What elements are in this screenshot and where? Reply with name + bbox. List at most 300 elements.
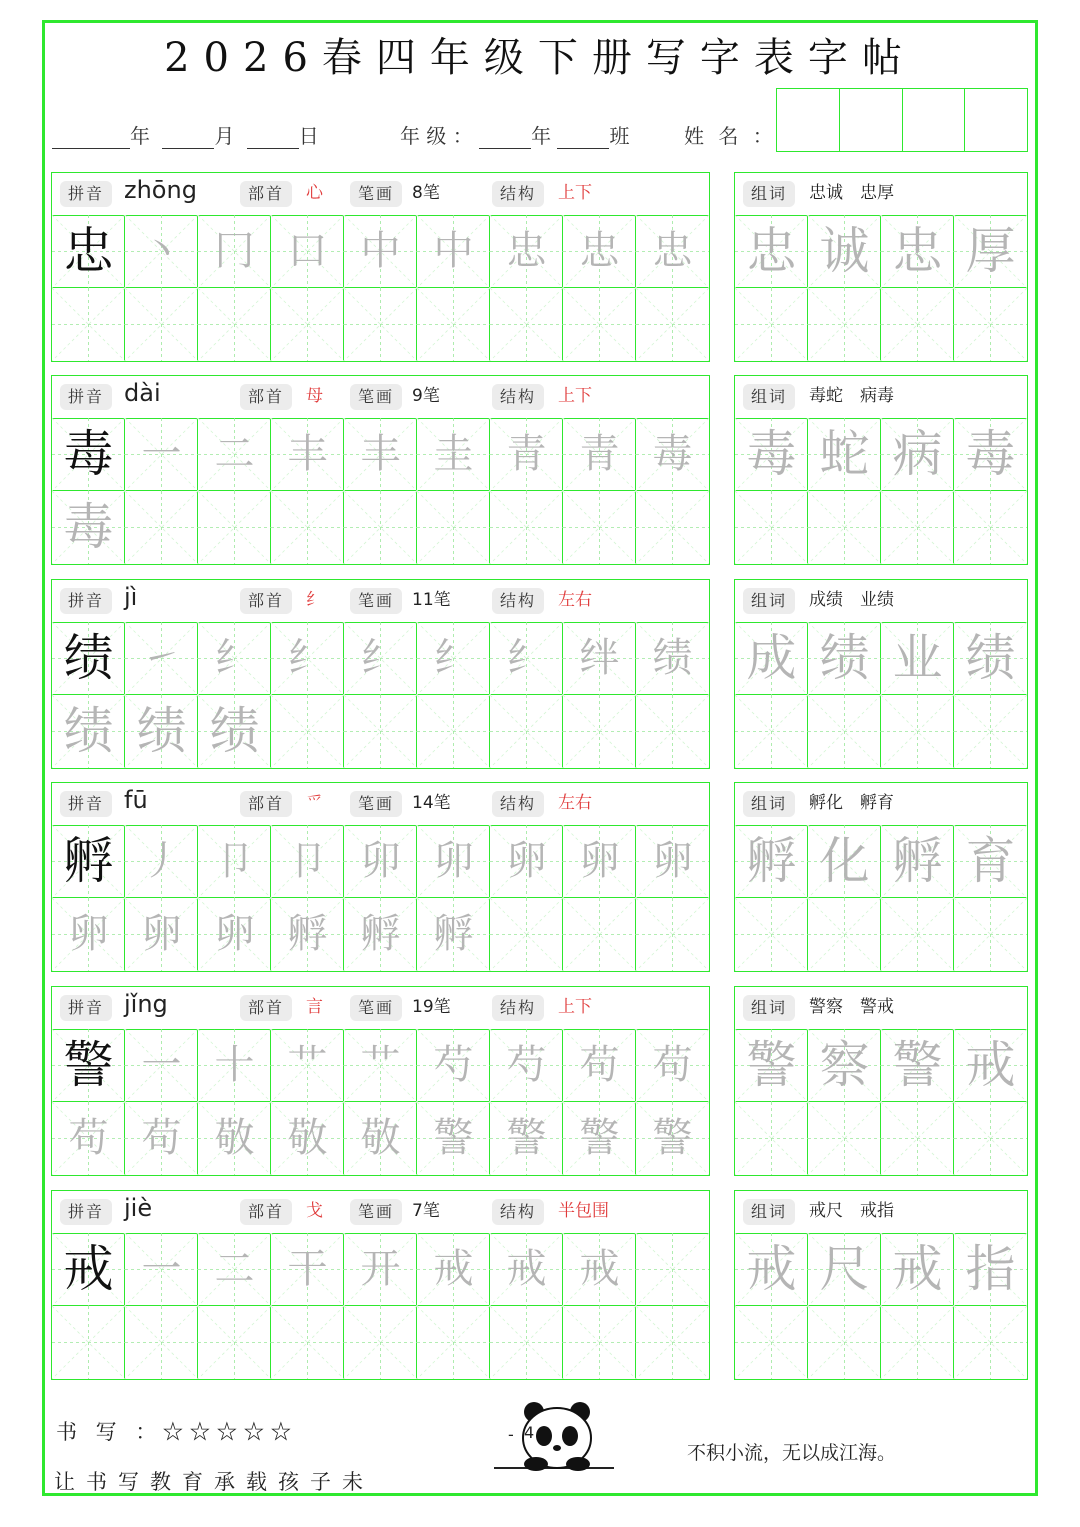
grid-cell[interactable] bbox=[52, 695, 125, 768]
grid-cell[interactable] bbox=[636, 288, 709, 361]
stroke-step: 丿 bbox=[141, 838, 182, 884]
tianzige-guide bbox=[636, 898, 709, 971]
grid-cell[interactable] bbox=[563, 1306, 636, 1379]
stroke-step: 绊 bbox=[579, 635, 620, 681]
pinyin-tag: 拼音 bbox=[60, 791, 112, 817]
tianzige-guide bbox=[125, 491, 198, 564]
stroke-step: 警 bbox=[652, 1115, 693, 1161]
quote: 不积小流，无以成江海。 bbox=[687, 1442, 897, 1464]
grid-cell[interactable] bbox=[735, 622, 808, 695]
grid-cell[interactable] bbox=[808, 418, 881, 491]
word-char: 警 bbox=[746, 1036, 797, 1094]
tianzige-guide bbox=[881, 1102, 954, 1175]
grid-cell[interactable] bbox=[808, 215, 881, 288]
grid-cell[interactable] bbox=[563, 898, 636, 971]
grid-cell[interactable] bbox=[490, 622, 563, 695]
grid-cell[interactable] bbox=[881, 418, 954, 491]
grid-cell[interactable] bbox=[735, 1102, 808, 1175]
grid-cell[interactable] bbox=[563, 418, 636, 491]
tianzige-guide bbox=[563, 288, 636, 361]
radical-value: 爫 bbox=[306, 793, 323, 813]
grid-cell[interactable] bbox=[271, 1102, 344, 1175]
stroke-step: 卩 bbox=[287, 838, 328, 884]
word-char: 诚 bbox=[819, 222, 870, 280]
grade-blank[interactable] bbox=[479, 126, 531, 149]
grid-cell[interactable] bbox=[735, 1233, 808, 1306]
grid-cell[interactable] bbox=[198, 1102, 271, 1175]
grade-suffix: 年 bbox=[531, 124, 552, 148]
name-label: 姓 名 ： bbox=[684, 124, 777, 148]
stroke-step: 警 bbox=[433, 1115, 474, 1161]
grid-cell[interactable] bbox=[563, 1233, 636, 1306]
grid-cell[interactable] bbox=[636, 1029, 709, 1102]
word-char: 警 bbox=[892, 1036, 943, 1094]
grid-cell[interactable] bbox=[198, 695, 271, 768]
grid-cell[interactable] bbox=[271, 622, 344, 695]
structure-tag: 结构 bbox=[492, 791, 544, 817]
stroke-step: 开 bbox=[360, 1246, 401, 1292]
radical-tag: 部首 bbox=[240, 588, 292, 614]
tianzige-guide bbox=[636, 1306, 709, 1379]
words-header bbox=[735, 173, 1027, 216]
grid-cell[interactable] bbox=[344, 825, 417, 898]
stroke-step: 苟 bbox=[68, 1115, 109, 1161]
grid-cell[interactable] bbox=[344, 418, 417, 491]
grid-cell[interactable] bbox=[417, 825, 490, 898]
word-char: 孵 bbox=[892, 832, 943, 890]
strokes-tag: 笔画 bbox=[350, 1199, 402, 1225]
grid-cell[interactable] bbox=[417, 898, 490, 971]
stroke-step: 苟 bbox=[579, 1042, 620, 1088]
word-char: 绩 bbox=[819, 629, 870, 687]
word-char: 病 bbox=[892, 425, 943, 483]
grid-cell[interactable] bbox=[881, 825, 954, 898]
stroke-step: 十 bbox=[214, 1042, 255, 1088]
word-char: 绩 bbox=[965, 629, 1016, 687]
grid-cell[interactable] bbox=[636, 898, 709, 971]
radical-tag: 部首 bbox=[240, 995, 292, 1021]
tianzige-guide bbox=[808, 491, 881, 564]
word-char: 厚 bbox=[965, 222, 1016, 280]
structure-tag: 结构 bbox=[492, 384, 544, 410]
grid-cell[interactable] bbox=[198, 622, 271, 695]
grid-cell[interactable] bbox=[344, 695, 417, 768]
tianzige-guide bbox=[417, 1306, 490, 1379]
stroke-step: 艹 bbox=[360, 1042, 401, 1088]
grid-cell[interactable] bbox=[808, 288, 881, 361]
tianzige-guide bbox=[344, 1306, 417, 1379]
tianzige-guide bbox=[417, 491, 490, 564]
grid-cell[interactable] bbox=[125, 695, 198, 768]
name-box[interactable] bbox=[840, 89, 903, 151]
grid-cell[interactable] bbox=[881, 1029, 954, 1102]
grid-cell[interactable] bbox=[271, 695, 344, 768]
grid-cell[interactable] bbox=[954, 288, 1027, 361]
grid-cell[interactable] bbox=[490, 215, 563, 288]
grid-cell[interactable] bbox=[881, 898, 954, 971]
grid-cell[interactable] bbox=[417, 1029, 490, 1102]
radical-tag: 部首 bbox=[240, 1199, 292, 1225]
grid-cell[interactable] bbox=[490, 825, 563, 898]
grid-cell[interactable] bbox=[808, 1102, 881, 1175]
grid-cell[interactable] bbox=[636, 622, 709, 695]
stroke-step: 纟 bbox=[214, 635, 255, 681]
pinyin-tag: 拼音 bbox=[60, 181, 112, 207]
grid-cell[interactable] bbox=[52, 1029, 125, 1102]
tianzige-guide bbox=[198, 1306, 271, 1379]
grid-cell[interactable] bbox=[881, 215, 954, 288]
grid-cell[interactable] bbox=[52, 491, 125, 564]
grid-cell[interactable] bbox=[954, 1306, 1027, 1379]
grid-cell[interactable] bbox=[881, 288, 954, 361]
word-char: 蛇 bbox=[819, 425, 870, 483]
grid-cell[interactable] bbox=[125, 1102, 198, 1175]
tianzige-guide bbox=[636, 695, 709, 768]
grid-cell[interactable] bbox=[125, 898, 198, 971]
grid-cell[interactable] bbox=[563, 1029, 636, 1102]
grid-cell[interactable] bbox=[881, 695, 954, 768]
words-panel bbox=[734, 172, 1028, 362]
grid-cell[interactable] bbox=[490, 695, 563, 768]
grid-cell[interactable] bbox=[636, 215, 709, 288]
words-header bbox=[735, 987, 1027, 1030]
stroke-step: 艹 bbox=[287, 1042, 328, 1088]
stroke-step: 敬 bbox=[214, 1115, 255, 1161]
stroke-step: 忠 bbox=[579, 228, 620, 274]
tianzige-guide bbox=[198, 491, 271, 564]
tianzige-guide bbox=[417, 288, 490, 361]
panda-icon bbox=[494, 1398, 614, 1474]
word-char: 察 bbox=[819, 1036, 870, 1094]
grid-cell[interactable] bbox=[417, 1233, 490, 1306]
grid-cell[interactable] bbox=[954, 898, 1027, 971]
grade-line bbox=[400, 120, 629, 149]
tianzige-guide bbox=[735, 1102, 808, 1175]
grid-cell[interactable] bbox=[636, 825, 709, 898]
grid-cell[interactable] bbox=[125, 491, 198, 564]
tianzige-guide bbox=[808, 288, 881, 361]
stroke-step: 敬 bbox=[287, 1115, 328, 1161]
tianzige-guide bbox=[490, 695, 563, 768]
stroke-step: 卵 bbox=[652, 838, 693, 884]
grid-cell[interactable] bbox=[344, 898, 417, 971]
stroke-step: 警 bbox=[579, 1115, 620, 1161]
grid-cell[interactable] bbox=[881, 1102, 954, 1175]
grid-cell[interactable] bbox=[881, 491, 954, 564]
month-blank[interactable] bbox=[162, 126, 214, 149]
tianzige-guide bbox=[881, 695, 954, 768]
words-value: 忠诚 忠厚 bbox=[809, 183, 894, 203]
stroke-step: 口 bbox=[287, 228, 328, 274]
grid-cell[interactable] bbox=[271, 418, 344, 491]
char-panel bbox=[51, 986, 710, 1176]
grid-cell[interactable] bbox=[271, 215, 344, 288]
name-box[interactable] bbox=[965, 89, 1027, 151]
grid-cell[interactable] bbox=[198, 1029, 271, 1102]
grid-cell[interactable] bbox=[808, 1233, 881, 1306]
grid-cell[interactable] bbox=[271, 1029, 344, 1102]
word-char: 戒 bbox=[965, 1036, 1016, 1094]
tianzige-guide bbox=[636, 288, 709, 361]
pinyin-value: dài bbox=[124, 379, 161, 407]
grid-cell[interactable] bbox=[808, 898, 881, 971]
grid-cell[interactable] bbox=[881, 1233, 954, 1306]
grid-cell[interactable] bbox=[490, 418, 563, 491]
year-blank[interactable] bbox=[52, 126, 130, 149]
grid-cell[interactable] bbox=[954, 695, 1027, 768]
grid-cell[interactable] bbox=[344, 1233, 417, 1306]
strokes-value: 11笔 bbox=[412, 590, 451, 610]
words-tag: 组词 bbox=[743, 791, 795, 817]
grid-cell[interactable] bbox=[125, 215, 198, 288]
grid-cell[interactable] bbox=[954, 825, 1027, 898]
grid-cell[interactable] bbox=[954, 1029, 1027, 1102]
stroke-step: 中 bbox=[360, 228, 401, 274]
grid-cell[interactable] bbox=[125, 622, 198, 695]
radical-tag: 部首 bbox=[240, 384, 292, 410]
grid-cell[interactable] bbox=[735, 825, 808, 898]
month-label: 月 bbox=[214, 124, 235, 148]
word-char: 指 bbox=[965, 1240, 1016, 1298]
grid-cell[interactable] bbox=[52, 622, 125, 695]
words-header bbox=[735, 580, 1027, 623]
name-box[interactable] bbox=[903, 89, 966, 151]
grid-cell[interactable] bbox=[344, 1102, 417, 1175]
grid-cell[interactable] bbox=[490, 1233, 563, 1306]
grid-cell[interactable] bbox=[271, 1233, 344, 1306]
grid-cell[interactable] bbox=[636, 695, 709, 768]
stroke-step: 戒 bbox=[506, 1246, 547, 1292]
words-tag: 组词 bbox=[743, 384, 795, 410]
grid-cell[interactable] bbox=[125, 1306, 198, 1379]
grid-cell[interactable] bbox=[417, 622, 490, 695]
grid-cell[interactable] bbox=[198, 288, 271, 361]
class-blank[interactable] bbox=[557, 126, 609, 149]
grid-cell[interactable] bbox=[563, 491, 636, 564]
grid-cell[interactable] bbox=[808, 695, 881, 768]
tianzige-guide bbox=[563, 1306, 636, 1379]
grid-cell[interactable] bbox=[344, 1306, 417, 1379]
words-tag: 组词 bbox=[743, 588, 795, 614]
words-value: 孵化 孵育 bbox=[809, 793, 894, 813]
grid-cell[interactable] bbox=[52, 418, 125, 491]
grid-cell[interactable] bbox=[417, 1306, 490, 1379]
stroke-step: 二 bbox=[214, 1246, 255, 1292]
tianzige-guide bbox=[808, 695, 881, 768]
pinyin-value: jǐng bbox=[124, 990, 168, 1018]
grid-cell[interactable] bbox=[808, 491, 881, 564]
grid-cell[interactable] bbox=[735, 1029, 808, 1102]
grid-cell[interactable] bbox=[271, 491, 344, 564]
grid-cell[interactable] bbox=[490, 1029, 563, 1102]
grid-cell[interactable] bbox=[490, 288, 563, 361]
grid-cell[interactable] bbox=[344, 491, 417, 564]
grid-cell[interactable] bbox=[735, 491, 808, 564]
grid-cell[interactable] bbox=[52, 1102, 125, 1175]
grid-cell[interactable] bbox=[52, 898, 125, 971]
grid-cell[interactable] bbox=[490, 1306, 563, 1379]
grid-cell[interactable] bbox=[954, 1233, 1027, 1306]
grid-cell[interactable] bbox=[563, 215, 636, 288]
grid-cell[interactable] bbox=[271, 1306, 344, 1379]
grid-cell[interactable] bbox=[417, 215, 490, 288]
stroke-step: 忠 bbox=[652, 228, 693, 274]
grid-cell[interactable] bbox=[125, 825, 198, 898]
grid-cell[interactable] bbox=[344, 215, 417, 288]
strokes-tag: 笔画 bbox=[350, 588, 402, 614]
tianzige-guide bbox=[954, 898, 1027, 971]
trace-char: 毒 bbox=[63, 498, 114, 556]
grid-cell[interactable] bbox=[490, 491, 563, 564]
tianzige-guide bbox=[881, 491, 954, 564]
words-panel bbox=[734, 579, 1028, 769]
grid-cell[interactable] bbox=[735, 898, 808, 971]
grid-cell[interactable] bbox=[954, 622, 1027, 695]
grade-label: 年 级 ： bbox=[400, 124, 473, 148]
grid-cell[interactable] bbox=[125, 1233, 198, 1306]
grid-cell[interactable] bbox=[198, 1233, 271, 1306]
stroke-step: 卯 bbox=[360, 838, 401, 884]
day-blank[interactable] bbox=[247, 126, 299, 149]
grid-cell[interactable] bbox=[198, 491, 271, 564]
radical-value: 言 bbox=[306, 997, 323, 1017]
tianzige-guide bbox=[344, 288, 417, 361]
grid-cell[interactable] bbox=[636, 1306, 709, 1379]
grid-cell[interactable] bbox=[198, 215, 271, 288]
grid-cell[interactable] bbox=[417, 418, 490, 491]
grid-cell[interactable] bbox=[808, 622, 881, 695]
grid-cell[interactable] bbox=[417, 1102, 490, 1175]
stroke-step: 二 bbox=[214, 431, 255, 477]
grid-cell[interactable] bbox=[52, 825, 125, 898]
structure-tag: 结构 bbox=[492, 588, 544, 614]
grid-cell[interactable] bbox=[636, 418, 709, 491]
stroke-step: ㇀ bbox=[141, 635, 182, 681]
grid-cell[interactable] bbox=[563, 825, 636, 898]
tianzige-guide bbox=[490, 1306, 563, 1379]
structure-value: 上下 bbox=[558, 183, 592, 203]
tianzige-guide bbox=[954, 491, 1027, 564]
grid-cell[interactable] bbox=[125, 288, 198, 361]
grid-cell[interactable] bbox=[563, 695, 636, 768]
words-tag: 组词 bbox=[743, 995, 795, 1021]
pinyin-tag: 拼音 bbox=[60, 995, 112, 1021]
strokes-value: 8笔 bbox=[412, 183, 440, 203]
grid-cell[interactable] bbox=[735, 288, 808, 361]
grid-cell[interactable] bbox=[808, 825, 881, 898]
grid-cell[interactable] bbox=[735, 695, 808, 768]
grid-cell[interactable] bbox=[636, 491, 709, 564]
grid-cell[interactable] bbox=[344, 1029, 417, 1102]
grid-cell[interactable] bbox=[198, 1306, 271, 1379]
grid-cell[interactable] bbox=[417, 491, 490, 564]
grid-cell[interactable] bbox=[954, 215, 1027, 288]
grid-cell[interactable] bbox=[271, 825, 344, 898]
tianzige-guide bbox=[344, 695, 417, 768]
grid-cell[interactable] bbox=[271, 898, 344, 971]
grid-cell[interactable] bbox=[52, 1306, 125, 1379]
grid-cell[interactable] bbox=[636, 1233, 709, 1306]
grid-cell[interactable] bbox=[198, 825, 271, 898]
strokes-tag: 笔画 bbox=[350, 181, 402, 207]
words-tag: 组词 bbox=[743, 1199, 795, 1225]
model-char: 绩 bbox=[63, 629, 114, 687]
stroke-step: 中 bbox=[433, 228, 474, 274]
grid-cell[interactable] bbox=[735, 215, 808, 288]
stroke-step: 卵 bbox=[214, 911, 255, 957]
grid-cell[interactable] bbox=[344, 622, 417, 695]
grid-cell[interactable] bbox=[808, 1029, 881, 1102]
grid-cell[interactable] bbox=[52, 215, 125, 288]
word-char: 戒 bbox=[892, 1240, 943, 1298]
grid-cell[interactable] bbox=[563, 622, 636, 695]
grid-cell[interactable] bbox=[490, 898, 563, 971]
stroke-step: 青 bbox=[506, 431, 547, 477]
grid-cell[interactable] bbox=[52, 288, 125, 361]
svg-text:-: - bbox=[508, 1425, 514, 1444]
grid-cell[interactable] bbox=[735, 1306, 808, 1379]
grid-cell[interactable] bbox=[198, 418, 271, 491]
tianzige-guide bbox=[881, 288, 954, 361]
grid-cell[interactable] bbox=[344, 288, 417, 361]
rating-stars[interactable]: ☆☆☆☆☆ bbox=[162, 1420, 298, 1444]
grid-cell[interactable] bbox=[52, 1233, 125, 1306]
tianzige-guide bbox=[881, 898, 954, 971]
grid-cell[interactable] bbox=[954, 1102, 1027, 1175]
grid-cell[interactable] bbox=[881, 622, 954, 695]
grid-cell[interactable] bbox=[954, 418, 1027, 491]
grid-cell[interactable] bbox=[808, 1306, 881, 1379]
grid-cell[interactable] bbox=[735, 418, 808, 491]
grid-cell[interactable] bbox=[271, 288, 344, 361]
stroke-step: 忠 bbox=[506, 228, 547, 274]
trace-char: 绩 bbox=[209, 702, 260, 760]
char-panel bbox=[51, 172, 710, 362]
grid-cell[interactable] bbox=[563, 1102, 636, 1175]
model-char: 忠 bbox=[63, 222, 114, 280]
tianzige-guide bbox=[636, 1233, 709, 1306]
tianzige-guide bbox=[954, 695, 1027, 768]
word-char: 育 bbox=[965, 832, 1016, 890]
structure-tag: 结构 bbox=[492, 181, 544, 207]
grid-cell[interactable] bbox=[417, 695, 490, 768]
radical-value: 戈 bbox=[306, 1201, 323, 1221]
stroke-step: 一 bbox=[141, 431, 182, 477]
grid-cell[interactable] bbox=[490, 1102, 563, 1175]
grid-cell[interactable] bbox=[636, 1102, 709, 1175]
stroke-step: 青 bbox=[579, 431, 620, 477]
radical-value: 纟 bbox=[306, 590, 323, 610]
name-box[interactable] bbox=[777, 89, 840, 151]
pinyin-value: zhōng bbox=[124, 176, 197, 204]
grid-cell[interactable] bbox=[125, 1029, 198, 1102]
word-char: 孵 bbox=[746, 832, 797, 890]
grid-cell[interactable] bbox=[954, 491, 1027, 564]
grid-cell[interactable] bbox=[881, 1306, 954, 1379]
word-char: 毒 bbox=[965, 425, 1016, 483]
grid-cell[interactable] bbox=[563, 288, 636, 361]
grid-cell[interactable] bbox=[198, 898, 271, 971]
name-boxes[interactable] bbox=[776, 88, 1028, 152]
grid-cell[interactable] bbox=[125, 418, 198, 491]
grid-cell[interactable] bbox=[417, 288, 490, 361]
stroke-step: 圭 bbox=[433, 431, 474, 477]
words-header bbox=[735, 376, 1027, 419]
rating bbox=[56, 1416, 297, 1446]
words-value: 成绩 业绩 bbox=[809, 590, 894, 610]
strokes-value: 7笔 bbox=[412, 1201, 440, 1221]
structure-value: 左右 bbox=[558, 590, 592, 610]
